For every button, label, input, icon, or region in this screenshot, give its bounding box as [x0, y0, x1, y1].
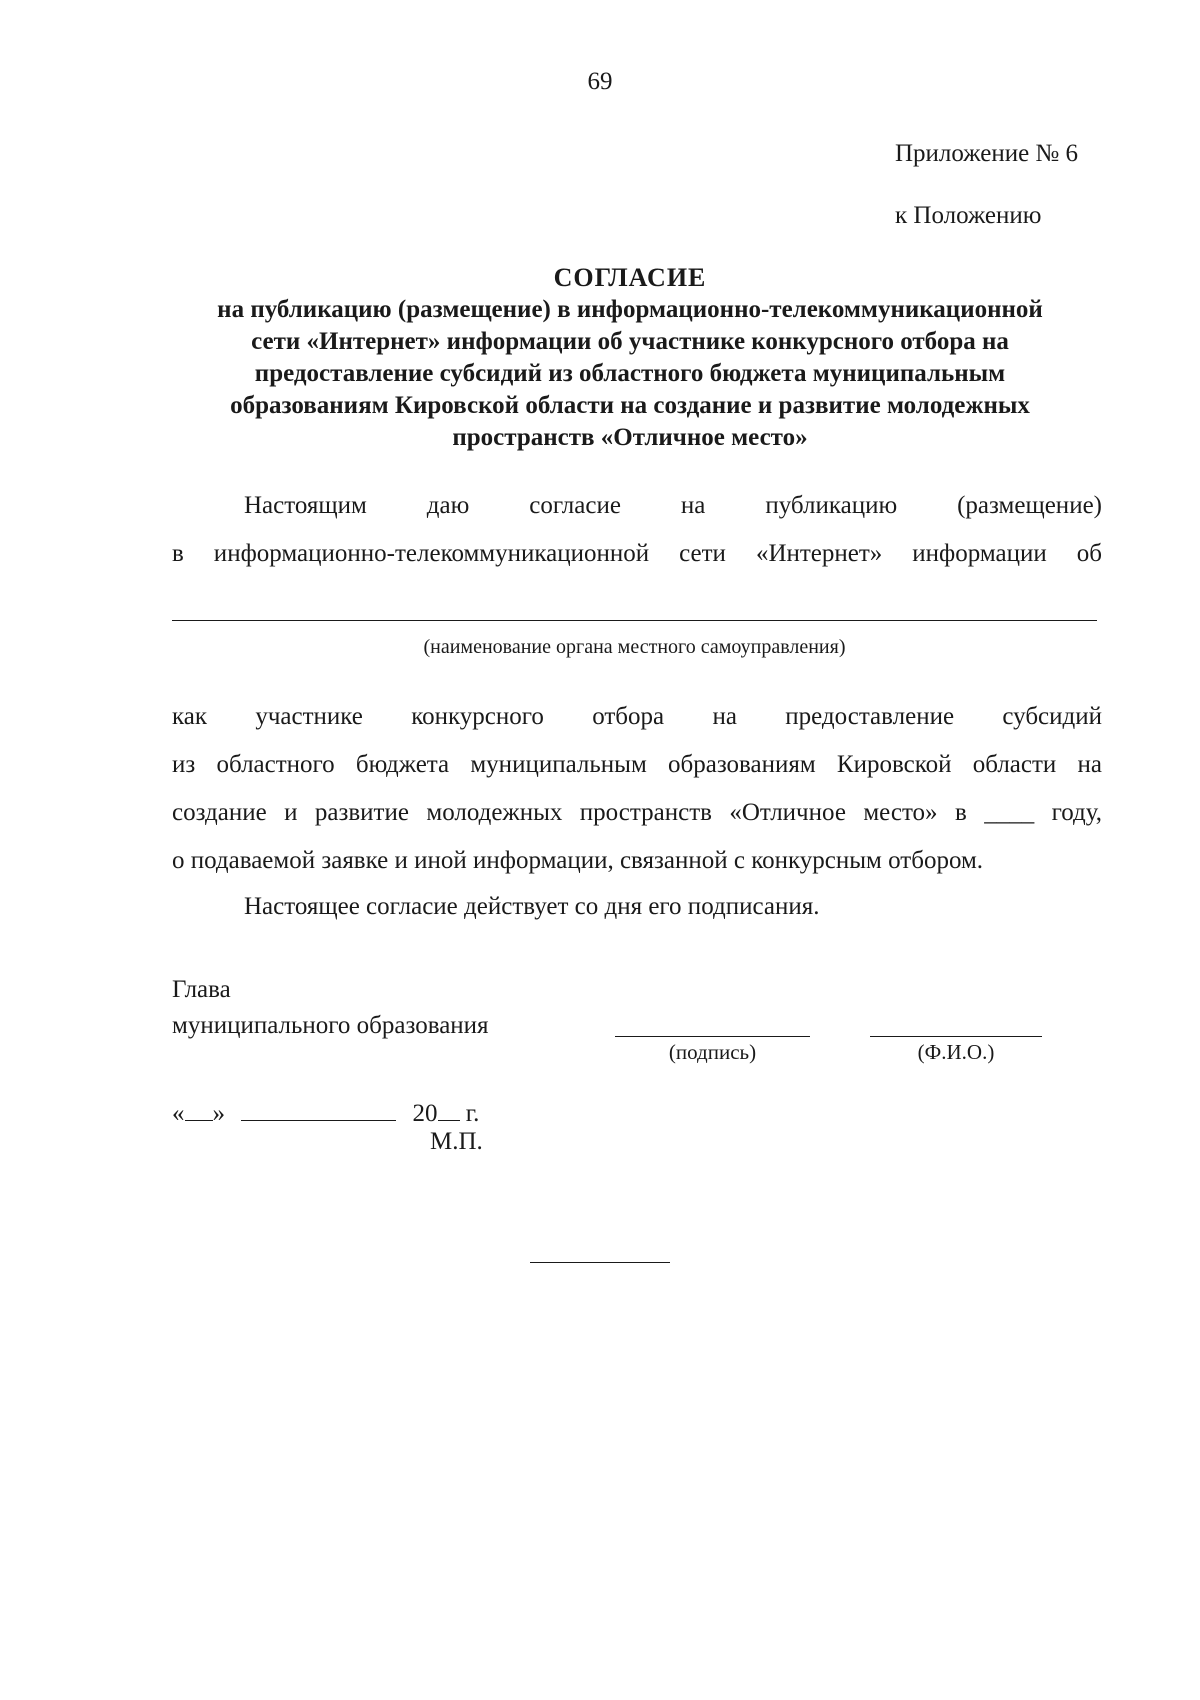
paragraph-1-line-1: Настоящим даю согласие на публикацию (размещение) — [244, 492, 1102, 519]
year-field[interactable] — [438, 1098, 460, 1121]
date-open-quote: « — [172, 1100, 185, 1127]
title-line: предоставление субсидий из областного бюджета муниципальным — [254, 360, 1006, 387]
title-main: СОГЛАСИЕ — [553, 263, 707, 292]
title-line: на публикацию (размещение) в информационно-телекоммуникационной — [217, 296, 1043, 323]
year-suffix: г. — [465, 1100, 480, 1127]
month-field[interactable] — [241, 1098, 396, 1121]
date-row — [172, 1098, 479, 1128]
end-divider — [530, 1262, 670, 1263]
title-line: пространств «Отличное место» — [452, 424, 808, 451]
signature-caption: (подпись) — [668, 1040, 757, 1064]
annex-number: Приложение № 6 — [895, 140, 1079, 167]
page-number: 69 — [587, 68, 613, 95]
paragraph-2-line: создание и развитие молодежных пространств «Отличное место» в ____ году, — [172, 799, 1102, 826]
document-title — [160, 262, 1100, 454]
organization-name-field[interactable] — [172, 620, 1097, 621]
title-line: образованиям Кировской области на создание и развитие молодежных — [230, 392, 1030, 419]
signatory-title — [172, 972, 489, 1044]
date-close-quote: » — [212, 1100, 225, 1127]
paragraph-1-line-2: в информационно-телекоммуникационной сети «Интернет» информации об — [172, 540, 1102, 567]
annex-reference: к Положению — [895, 202, 1042, 229]
title-line: сети «Интернет» информации об участнике конкурсного отбора на — [251, 328, 1009, 355]
paragraph-2-line: из областного бюджета муниципальным образованиям Кировской области на — [172, 751, 1102, 778]
signature-field[interactable] — [615, 1036, 810, 1037]
paragraph-2-line: о подаваемой заявке и иной информации, связанной с конкурсным отбором. — [172, 847, 984, 874]
organization-name-caption: (наименование органа местного самоуправления) — [423, 636, 846, 658]
signatory-title-line: Глава — [172, 976, 231, 1003]
paragraph-3: Настоящее согласие действует со дня его подписания. — [244, 893, 820, 920]
day-field[interactable] — [185, 1098, 213, 1121]
full-name-caption: (Ф.И.О.) — [917, 1040, 995, 1064]
paragraph-2 — [172, 693, 1102, 885]
full-name-field[interactable] — [870, 1036, 1042, 1037]
signatory-title-line: муниципального образования — [172, 1012, 489, 1039]
paragraph-2-line: как участнике конкурсного отбора на предоставление субсидий — [172, 703, 1102, 730]
year-prefix: 20 — [412, 1100, 438, 1127]
stamp-place: М.П. — [430, 1128, 483, 1155]
